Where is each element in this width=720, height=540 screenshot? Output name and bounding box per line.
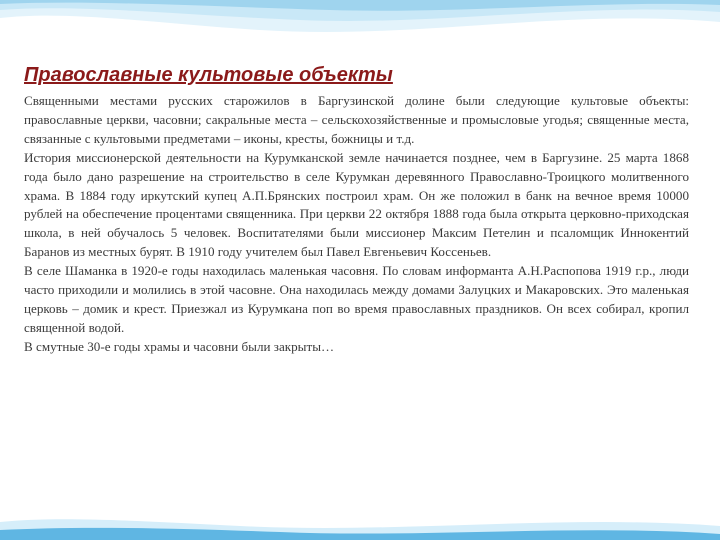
bottom-wave-decoration xyxy=(0,512,720,540)
paragraph-sacred-places: Священными местами русских старожилов в Баргузинской долине были следующие культовые объекты: православные церкви, часовни; сакральные места – сельскохозяйственные и промысловые угодья; священные места, связанные с культовыми предметами – иконы, кресты, божницы и т.д. xyxy=(24,93,689,146)
slide-body xyxy=(24,92,689,357)
slide-title: Православные культовые объекты xyxy=(24,64,393,86)
paragraph-shamanka-chapel: В селе Шаманка в 1920-е годы находилась маленькая часовня. По словам информанта А.Н.Распопова 1919 г.р., люди часто приходили и молились в этой часовне. Она находилась между домами Залуцких и Макаровских. Это маленькая церковь – домик и крест. Приезжал из Курумкана поп во время православных праздников. Он всех собирал, кропил священной водой. xyxy=(24,263,689,335)
paragraph-closure: В смутные 30-е годы храмы и часовни были закрыты… xyxy=(24,338,335,354)
slide-content xyxy=(24,62,689,357)
paragraph-missionary-history: История миссионерской деятельности на Курумканской земле начинается позднее, чем в Баргузине. 25 марта 1868 года было дано разрешение на строительство в селе Курумкан деревянного Православно-Троицкого молитвенного храма. В 1884 году иркутский купец А.П.Брянских построил храм. Он же положил в банк на вечное время 10000 рублей на обеспечение процентами священника. При церкви 22 октября 1888 года была открыта церковно-приходская школа, в ней обучалось 5 человек. Воспитателями были миссионер Максим Петелин и псаломщик Иннокентий Баранов из местных бурят. В 1910 году учителем был Павел Евгеньевич Коссеньев. xyxy=(24,149,689,260)
top-wave-decoration xyxy=(0,0,720,70)
